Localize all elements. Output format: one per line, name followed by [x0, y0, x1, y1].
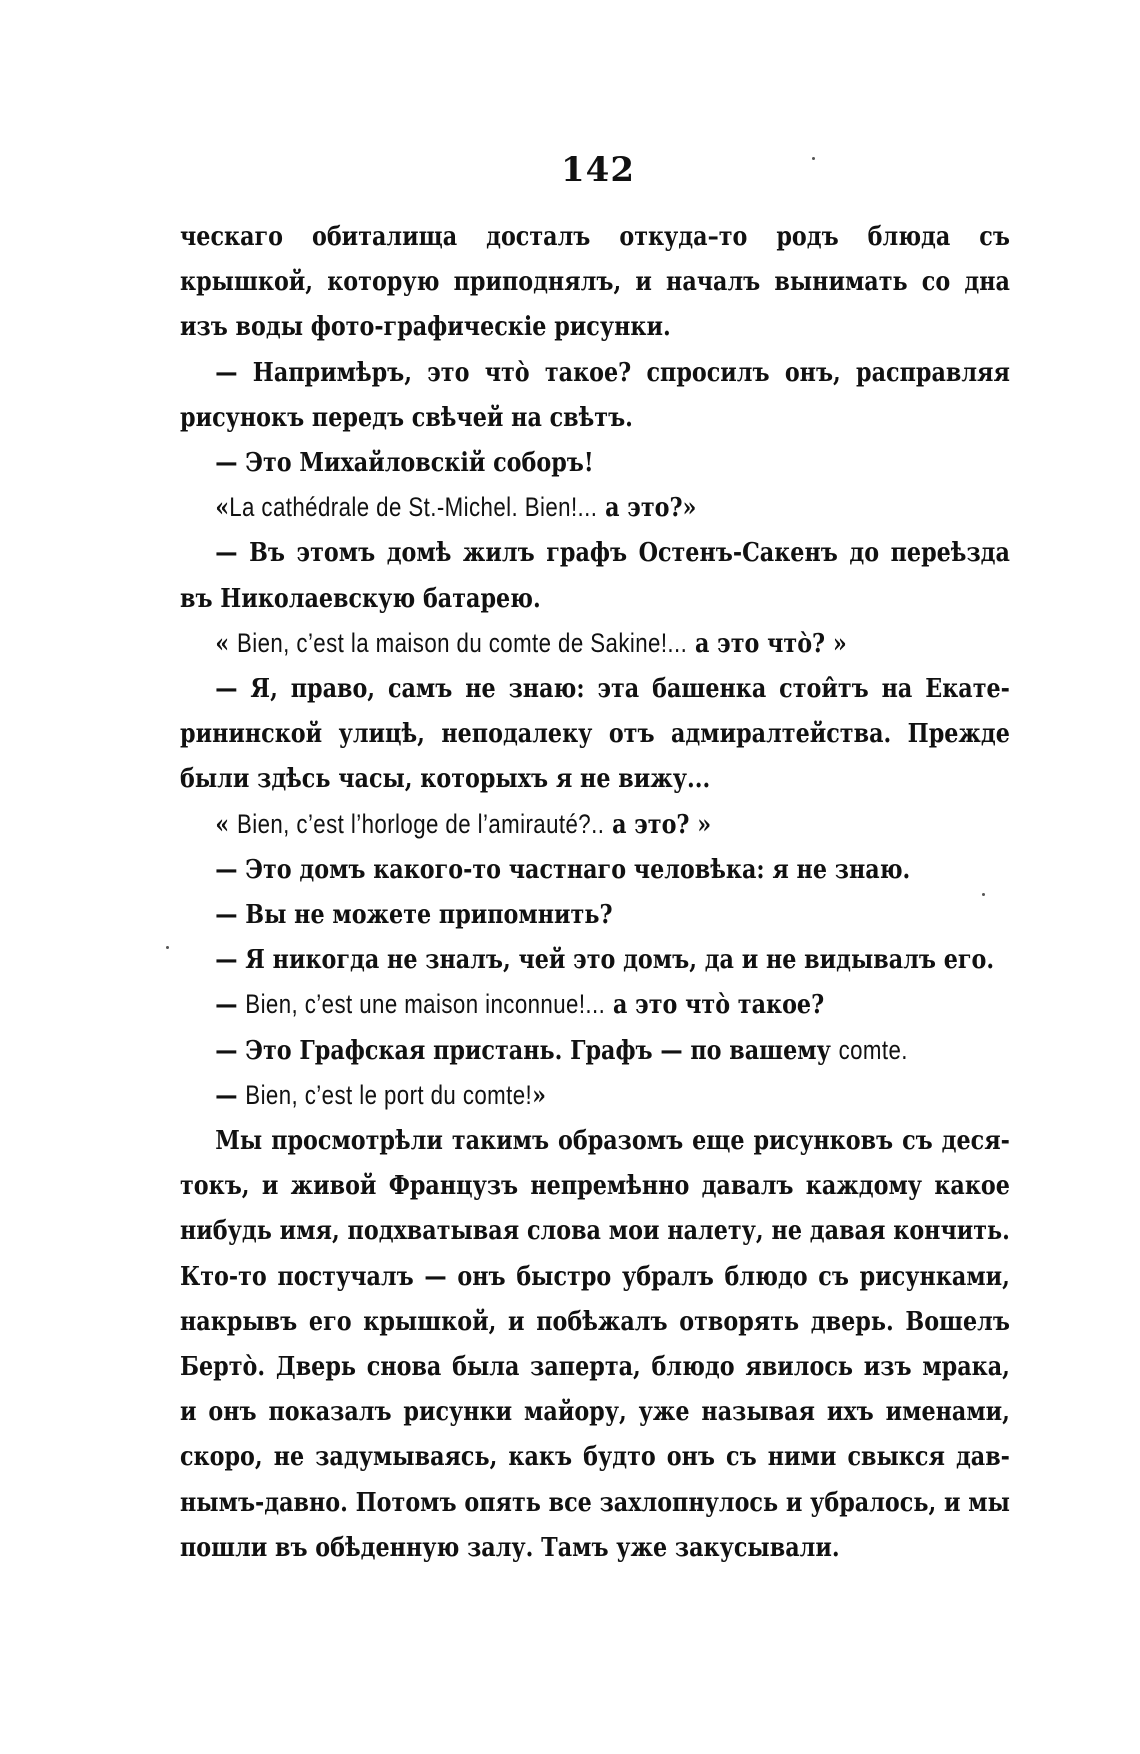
russian-text: — — [215, 1079, 246, 1111]
paragraph-l9 — [180, 847, 1010, 892]
russian-text: а это что̀? » — [687, 627, 847, 659]
russian-text: а это что̀ такое? — [605, 989, 825, 1021]
paragraph-l12 — [180, 982, 1010, 1027]
french-text: La cathédrale de St.-Michel. Bien!... — [229, 492, 598, 523]
russian-text: а это? » — [604, 808, 712, 840]
russian-text: — Я никогда не зналъ, чей это домъ, да и не видывалъ его. — [215, 944, 995, 976]
paragraph-l10 — [180, 892, 1010, 937]
russian-text: « — [215, 627, 237, 659]
russian-text: — Это Графская пристань. Графъ — по вашему — [215, 1034, 839, 1066]
french-text: Bien, c’est une maison inconnue!... — [245, 989, 606, 1020]
page-number: 142 — [561, 150, 635, 190]
paragraph-l5 — [180, 530, 1010, 620]
russian-text: а это?» — [597, 492, 697, 524]
french-text: Bien, c’est l’horloge de l’amirauté?.. — [236, 808, 605, 839]
paragraph-l4 — [180, 485, 1010, 530]
paper-speck — [982, 893, 985, 896]
paragraph-l8 — [180, 802, 1010, 847]
paragraph-l7 — [180, 666, 1010, 802]
russian-text: — Напримѣръ, это что̀ такое? спросилъ онъ, расправляя рисунокъ передъ свѣчей на свѣтъ. — [180, 356, 1010, 433]
russian-text: — Въ этомъ домѣ жилъ графъ Остенъ-Сакенъ до переѣзда въ Николаевскую батарею. — [180, 537, 1010, 614]
russian-text: « — [215, 492, 230, 524]
russian-text: — Я, право, самъ не знаю: эта башенка стои̂тъ на Екате-рининской улицѣ, неподалеку отъ адмиралтейства. Прежде были здѣсь часы, которыхъ я не вижу... — [180, 673, 1010, 795]
paper-speck — [166, 946, 169, 949]
paragraph-l2 — [180, 350, 1010, 440]
paragraph-l13 — [180, 1028, 1010, 1073]
russian-text: Мы просмотрѣли такимъ образомъ еще рисунковъ съ деся-токъ, и живой Французъ непремѣнно давалъ каждому какое нибудь имя, подхватывая слова мои налету, не давая кончить. Кто-то постучалъ — онъ быстро убралъ блюдо съ рисунками, накрывъ его крышкой, и побѣжалъ отворять дверь. Вошелъ Берто̀. Дверь снова была заперта, блюдо явилось изъ мрака, и онъ показалъ рисунки майору, уже называя ихъ именами, скоро, не задумываясь, какъ будто онъ съ ними свыкся дав-нымъ-давно. Потомъ опять все захлопнулось и убралось, и мы пошли въ обѣденную залу. Тамъ уже закусывали. — [180, 1125, 1010, 1563]
russian-text: ческаго обиталища досталъ откуда–то родъ блюда съ крышкой, которую приподнялъ, и началъ вынимать со дна изъ воды фото-графическіе рисунки. — [180, 221, 1010, 343]
paragraph-l6 — [180, 621, 1010, 666]
french-text: Bien, c’est la maison du comte de Sakine!... — [236, 627, 688, 658]
paragraph-l14 — [180, 1073, 1010, 1118]
russian-text: — Это домъ какого-то частнаго человѣка: я не знаю. — [215, 853, 911, 885]
russian-text: — Это Михайловскій соборъ! — [215, 447, 594, 479]
french-text: comte. — [838, 1034, 908, 1065]
paragraph-l15 — [180, 1118, 1010, 1570]
russian-text: — — [215, 989, 246, 1021]
body-text — [180, 214, 1010, 1570]
paragraph-l1 — [180, 214, 1010, 350]
paper-speck — [812, 157, 815, 160]
russian-text: » — [532, 1079, 547, 1111]
book-page — [180, 150, 1010, 1570]
paragraph-l11 — [180, 937, 1010, 982]
paragraph-l3 — [180, 440, 1010, 485]
french-text: Bien, c’est le port du comte! — [245, 1079, 533, 1110]
russian-text: — Вы не можете припомнить? — [215, 899, 613, 931]
russian-text: « — [215, 808, 237, 840]
